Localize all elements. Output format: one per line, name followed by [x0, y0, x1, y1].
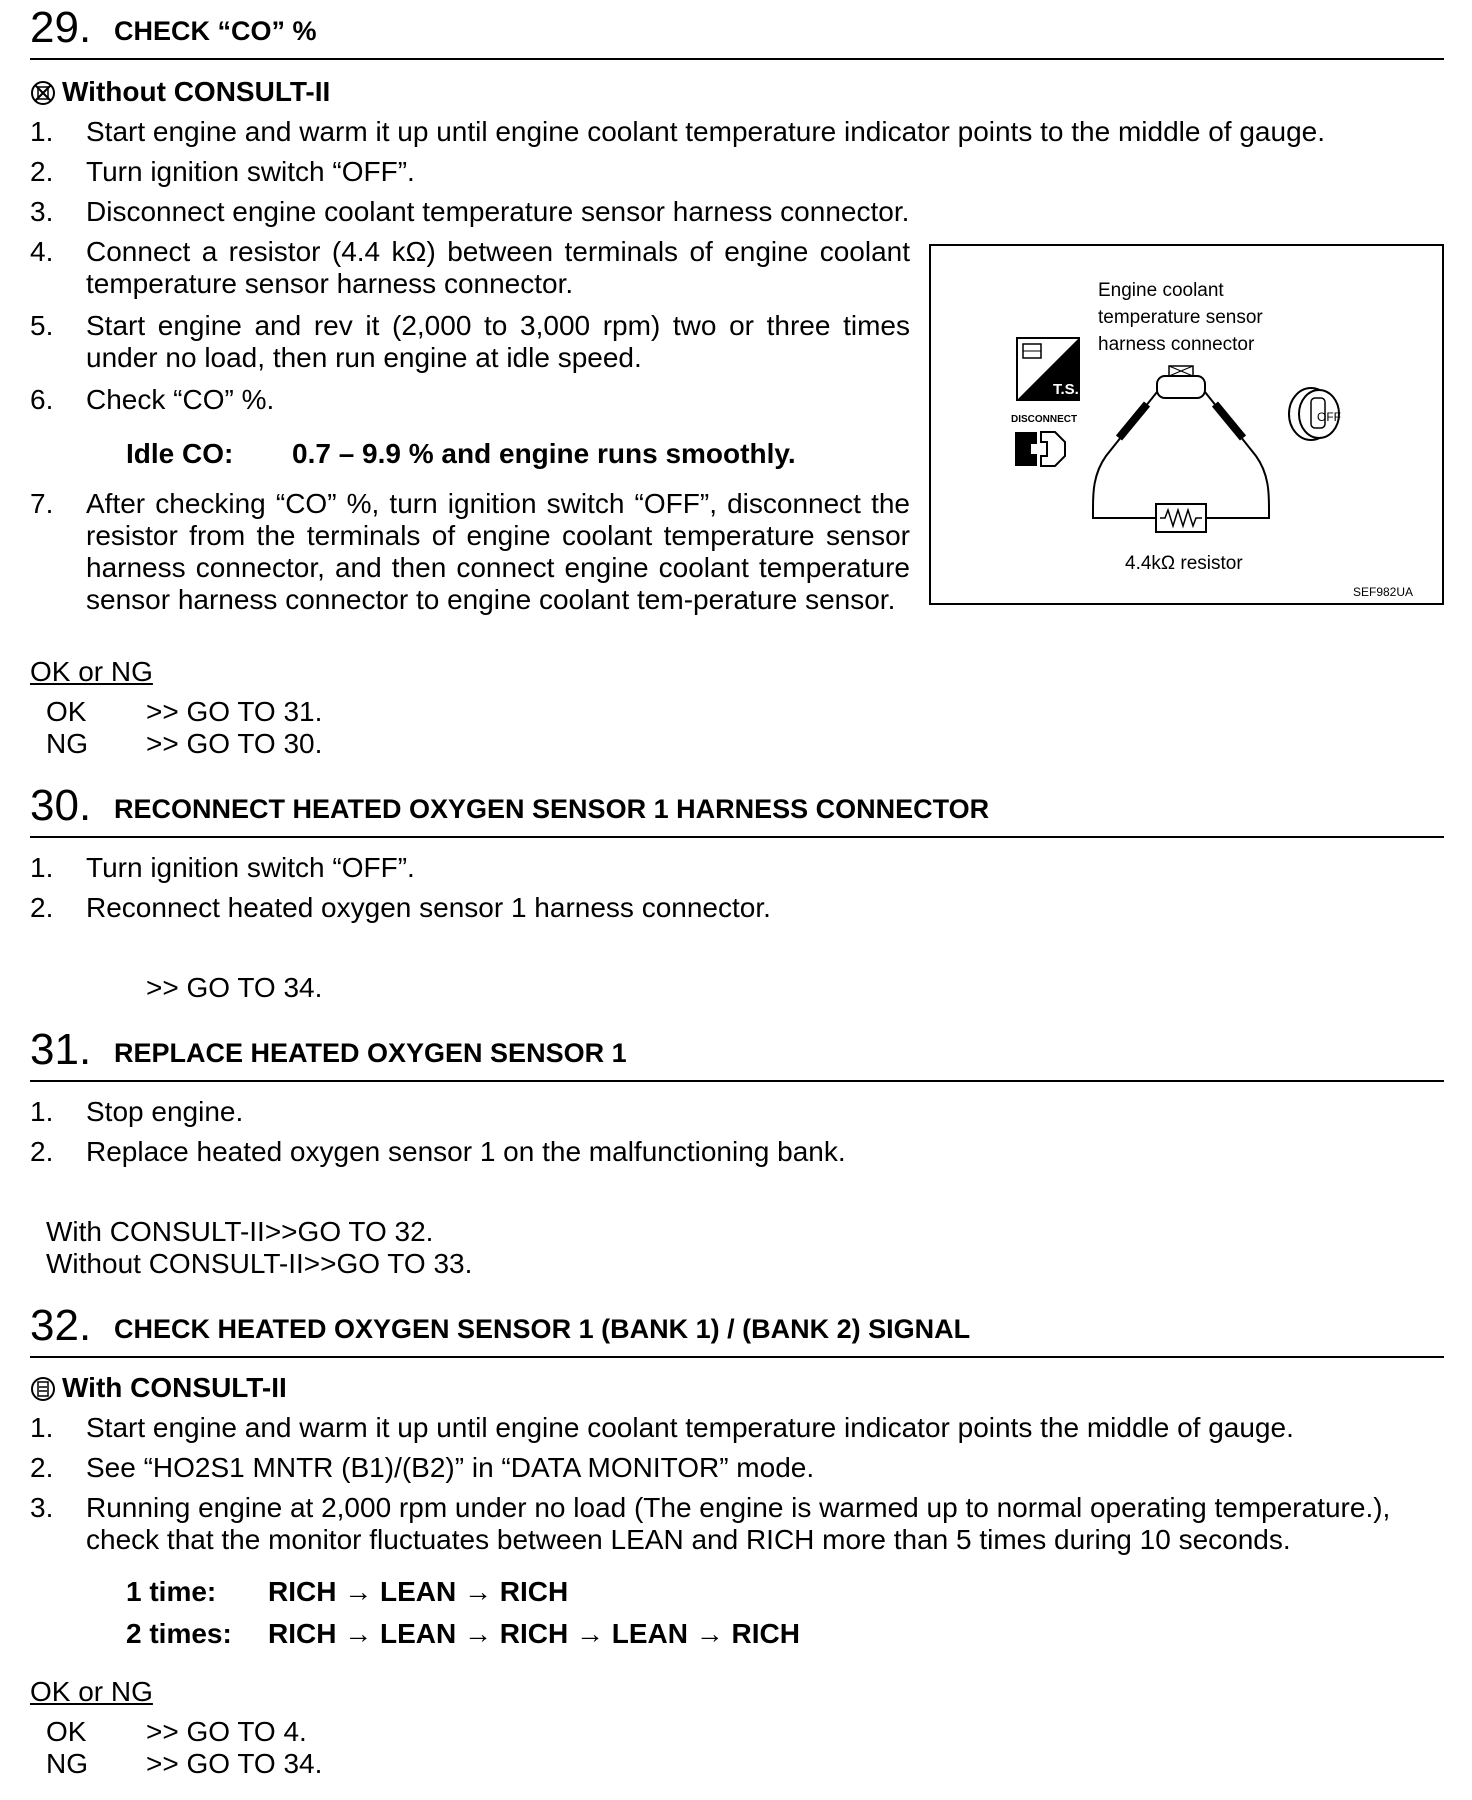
list-item: 3. Disconnect engine coolant temperature sensor harness connector.: [30, 196, 910, 227]
step-title: CHECK “CO” %: [114, 16, 317, 46]
figure-caption: temperature sensor: [1098, 307, 1263, 328]
goto-instruction: >> GO TO 34.: [146, 972, 323, 1003]
without-consult-heading: [30, 76, 330, 108]
step-32-header: [30, 1298, 1444, 1358]
with-consult-heading: [30, 1372, 287, 1404]
one-time-label: 1 time:: [126, 1576, 217, 1607]
idle-co-value: 0.7 – 9.9 % and engine runs smoothly.: [292, 438, 796, 469]
ok-result: OK >> GO TO 31.: [46, 696, 323, 727]
ok-or-ng-title: OK or NG: [30, 656, 153, 687]
step-title: RECONNECT HEATED OXYGEN SENSOR 1 HARNESS CONNECTOR: [114, 794, 990, 824]
ng-result: NG >> GO TO 34.: [46, 1748, 323, 1779]
ok-result: OK >> GO TO 4.: [46, 1716, 307, 1747]
two-times-label: 2 times:: [126, 1618, 232, 1649]
resistor: [1156, 504, 1206, 532]
svg-text:T.S.: T.S.: [1053, 381, 1079, 398]
disconnect-icon: [1011, 414, 1077, 466]
step-number: 31.: [30, 1025, 92, 1074]
subheading-text: With CONSULT-II: [62, 1372, 287, 1403]
svg-text:OFF: OFF: [1317, 410, 1341, 424]
list-item: 3. Running engine at 2,000 rpm under no load (The engine is warmed up to normal operating temperature.), check that the monitor fluctuates between LEAN and RICH more than 5 times during 10 seconds.: [30, 1492, 1391, 1555]
step-title: CHECK HEATED OXYGEN SENSOR 1 (BANK 1) / (BANK 2) SIGNAL: [114, 1314, 971, 1344]
ng-result: NG >> GO TO 30.: [46, 728, 323, 759]
step-31-header: [30, 1022, 1444, 1082]
no-consult-icon: [30, 80, 56, 106]
step-number: 32.: [30, 1301, 92, 1350]
connector-resistor-diagram: [929, 244, 1444, 605]
figure-caption: harness connector: [1098, 334, 1255, 355]
without-consult-goto: Without CONSULT-II>>GO TO 33.: [46, 1248, 473, 1279]
list-item: 7. After checking “CO” %, turn ignition switch “OFF”, disconnect the resistor from the terminals of engine coolant temperature sensor harness connector, and then connect engine coolant temperature sensor harness connector to engine coolant tem-perature sensor.: [30, 488, 910, 615]
list-item: 5. Start engine and rev it (2,000 to 3,000 rpm) two or three times under no load, then run engine at idle speed.: [30, 310, 910, 373]
list-item: 6. Check “CO” %.: [30, 384, 275, 415]
step-number: 30.: [30, 781, 92, 830]
list-item: 2. See “HO2S1 MNTR (B1)/(B2)” in “DATA MONITOR” mode.: [30, 1452, 815, 1483]
list-item: 1. Turn ignition switch “OFF”.: [30, 852, 415, 883]
list-item: 1. Start engine and warm it up until engine coolant temperature indicator points the middle of gauge.: [30, 1412, 1294, 1443]
step-number: 29.: [30, 3, 92, 52]
svg-text:DISCONNECT: DISCONNECT: [1011, 414, 1078, 425]
harness-connector: [1157, 366, 1205, 398]
list-item: 2. Reconnect heated oxygen sensor 1 harness connector.: [30, 892, 771, 923]
list-item: 4. Connect a resistor (4.4 kΩ) between terminals of engine coolant temperature sensor harness connector.: [30, 236, 910, 299]
ts-icon: [1017, 338, 1079, 400]
step-30-header: [30, 778, 1444, 838]
ok-or-ng-title: OK or NG: [30, 1676, 153, 1707]
ignition-key-off-icon: [1289, 388, 1341, 440]
consult-icon: [30, 1376, 56, 1402]
list-item: 2. Replace heated oxygen sensor 1 on the malfunctioning bank.: [30, 1136, 846, 1167]
resistor-label: 4.4kΩ resistor: [1125, 553, 1243, 574]
figure-id: SEF982UA: [1353, 585, 1414, 599]
one-time-value: RICH → LEAN → RICH: [268, 1576, 569, 1607]
two-times-value: RICH → LEAN → RICH → LEAN → RICH: [268, 1618, 800, 1649]
figure-caption: Engine coolant: [1098, 280, 1224, 301]
list-item: 1. Stop engine.: [30, 1096, 244, 1127]
step-29-header: [30, 0, 1444, 60]
subheading-text: Without CONSULT-II: [62, 76, 331, 107]
with-consult-goto: With CONSULT-II>>GO TO 32.: [46, 1216, 434, 1247]
idle-co-label: Idle CO:: [126, 438, 234, 469]
list-item: 2. Turn ignition switch “OFF”.: [30, 156, 415, 187]
step-title: REPLACE HEATED OXYGEN SENSOR 1: [114, 1038, 627, 1068]
list-item: 1. Start engine and warm it up until engine coolant temperature indicator points to the middle of gauge.: [30, 116, 1325, 147]
